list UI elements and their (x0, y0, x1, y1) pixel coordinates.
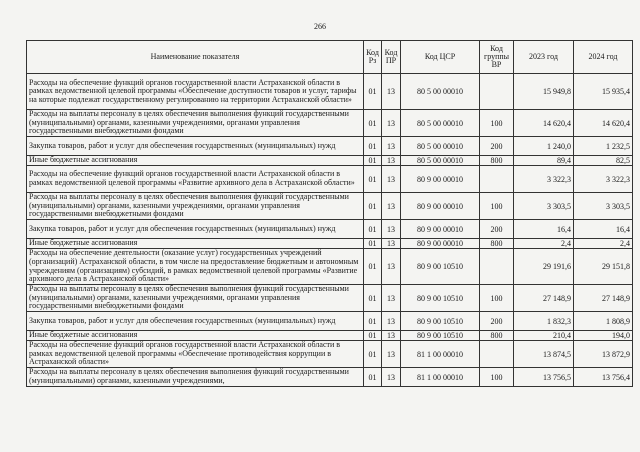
row-csr: 80 9 00 10510 (401, 249, 480, 285)
row-value-2023: 29 191,6 (514, 249, 574, 285)
row-value-2024: 16,4 (574, 220, 633, 239)
row-name: Расходы на выплаты персоналу в целях обеспечения выполнения функций государственными (муниципальными) органами, казенными учреждениями, органами управления государственными внебюджетными фондами (27, 110, 364, 137)
row-csr: 80 9 00 00010 (401, 220, 480, 239)
table-row (27, 341, 633, 368)
row-csr: 80 9 00 00010 (401, 193, 480, 220)
header-2023: 2023 год (514, 41, 574, 74)
row-value-2023: 13 874,5 (514, 341, 574, 368)
row-value-2024: 3 322,3 (574, 166, 633, 193)
row-value-2024: 194,0 (574, 331, 633, 341)
row-name: Иные бюджетные ассигнования (27, 239, 364, 249)
row-value-2024: 27 148,9 (574, 285, 633, 312)
row-vr: 800 (480, 156, 514, 166)
row-value-2024: 82,5 (574, 156, 633, 166)
row-value-2023: 1 832,3 (514, 312, 574, 331)
table-header-row (27, 41, 633, 74)
row-value-2024: 3 303,5 (574, 193, 633, 220)
row-vr: 100 (480, 285, 514, 312)
row-value-2024: 13 756,4 (574, 368, 633, 387)
row-vr: 100 (480, 368, 514, 387)
row-rz: 01 (364, 341, 382, 368)
row-name: Расходы на выплаты персоналу в целях обеспечения выполнения функций государственными (муниципальными) органами, казенными учреждениями, (27, 368, 364, 387)
row-csr: 80 9 00 10510 (401, 312, 480, 331)
row-rz: 01 (364, 193, 382, 220)
row-value-2024: 29 151,8 (574, 249, 633, 285)
row-csr: 80 5 00 00010 (401, 156, 480, 166)
row-value-2024: 1 808,9 (574, 312, 633, 331)
row-name: Расходы на обеспечение функций органов государственной власти Астраханской области в рамках ведомственной целевой программы «Обеспечение доступности товаров и услуг, тарифы на которые подлежат государственному регулированию на территории Астраханской области» (27, 74, 364, 110)
row-vr: 800 (480, 239, 514, 249)
row-value-2023: 2,4 (514, 239, 574, 249)
row-csr: 80 5 00 00010 (401, 110, 480, 137)
table-row (27, 239, 633, 249)
row-pr: 13 (382, 312, 401, 331)
table-row (27, 312, 633, 331)
row-pr: 13 (382, 110, 401, 137)
row-pr: 13 (382, 249, 401, 285)
table-row (27, 285, 633, 312)
row-csr: 80 9 00 00010 (401, 166, 480, 193)
table-row (27, 74, 633, 110)
table-row (27, 166, 633, 193)
table-row (27, 249, 633, 285)
row-name: Расходы на выплаты персоналу в целях обеспечения выполнения функций государственными (муниципальными) органами, казенными учреждениями, органами управления государственными внебюджетными фондами (27, 193, 364, 220)
row-vr: 200 (480, 220, 514, 239)
table-row (27, 137, 633, 156)
table-row (27, 220, 633, 239)
row-value-2023: 3 322,3 (514, 166, 574, 193)
row-rz: 01 (364, 156, 382, 166)
row-csr: 80 9 00 00010 (401, 239, 480, 249)
row-value-2024: 14 620,4 (574, 110, 633, 137)
row-csr: 80 5 00 00010 (401, 74, 480, 110)
table-row (27, 156, 633, 166)
row-rz: 01 (364, 312, 382, 331)
row-value-2023: 1 240,0 (514, 137, 574, 156)
row-value-2023: 16,4 (514, 220, 574, 239)
row-rz: 01 (364, 110, 382, 137)
row-csr: 80 9 00 10510 (401, 285, 480, 312)
row-name: Закупка товаров, работ и услуг для обеспечения государственных (муниципальных) нужд (27, 220, 364, 239)
row-pr: 13 (382, 137, 401, 156)
row-name: Иные бюджетные ассигнования (27, 331, 364, 341)
row-pr: 13 (382, 285, 401, 312)
row-value-2023: 210,4 (514, 331, 574, 341)
row-vr: 100 (480, 193, 514, 220)
row-csr: 80 5 00 00010 (401, 137, 480, 156)
budget-table (26, 40, 633, 387)
row-vr: 800 (480, 331, 514, 341)
table-body (27, 74, 633, 387)
header-pr: Код ПР (382, 41, 401, 74)
row-csr: 81 1 00 00010 (401, 368, 480, 387)
row-pr: 13 (382, 341, 401, 368)
row-csr: 81 1 00 00010 (401, 341, 480, 368)
row-rz: 01 (364, 166, 382, 193)
row-pr: 13 (382, 368, 401, 387)
row-vr (480, 166, 514, 193)
row-value-2024: 13 872,9 (574, 341, 633, 368)
row-pr: 13 (382, 74, 401, 110)
header-rz: Код Рз (364, 41, 382, 74)
row-pr: 13 (382, 156, 401, 166)
row-vr: 200 (480, 137, 514, 156)
row-value-2023: 89,4 (514, 156, 574, 166)
row-rz: 01 (364, 220, 382, 239)
row-rz: 01 (364, 137, 382, 156)
row-name: Расходы на обеспечение функций органов государственной власти Астраханской области в рамках ведомственной целевой программы «Развитие архивного дела в Астраханской области» (27, 166, 364, 193)
row-vr (480, 74, 514, 110)
row-value-2024: 2,4 (574, 239, 633, 249)
row-rz: 01 (364, 74, 382, 110)
header-vr: Код группы ВР (480, 41, 514, 74)
row-rz: 01 (364, 285, 382, 312)
row-rz: 01 (364, 239, 382, 249)
row-value-2023: 3 303,5 (514, 193, 574, 220)
row-vr: 100 (480, 110, 514, 137)
row-value-2024: 15 935,4 (574, 74, 633, 110)
row-value-2023: 14 620,4 (514, 110, 574, 137)
table-row (27, 110, 633, 137)
row-pr: 13 (382, 166, 401, 193)
row-name: Иные бюджетные ассигнования (27, 156, 364, 166)
header-name: Наименование показателя (27, 41, 364, 74)
row-name: Закупка товаров, работ и услуг для обеспечения государственных (муниципальных) нужд (27, 312, 364, 331)
row-value-2023: 27 148,9 (514, 285, 574, 312)
row-name: Расходы на обеспечение деятельности (оказание услуг) государственных учреждений (организаций) Астраханской области, в том числе на предоставление бюджетным и автономным учреждениям (организациям) субсидий, в рамках ведомственной целевой программы «Развитие архивного дела в Астраханской области» (27, 249, 364, 285)
header-2024: 2024 год (574, 41, 633, 74)
row-rz: 01 (364, 249, 382, 285)
row-value-2023: 15 949,8 (514, 74, 574, 110)
row-name: Расходы на обеспечение функций органов государственной власти Астраханской области в рамках ведомственной целевой программы «Обеспечение противодействия коррупции в Астраханской области» (27, 341, 364, 368)
row-pr: 13 (382, 220, 401, 239)
row-value-2023: 13 756,5 (514, 368, 574, 387)
row-vr: 200 (480, 312, 514, 331)
table-row (27, 193, 633, 220)
row-vr (480, 249, 514, 285)
row-pr: 13 (382, 331, 401, 341)
page-number: 266 (314, 22, 326, 31)
row-csr: 80 9 00 10510 (401, 331, 480, 341)
row-rz: 01 (364, 331, 382, 341)
row-pr: 13 (382, 239, 401, 249)
table-row (27, 368, 633, 387)
header-csr: Код ЦСР (401, 41, 480, 74)
row-pr: 13 (382, 193, 401, 220)
row-name: Закупка товаров, работ и услуг для обеспечения государственных (муниципальных) нужд (27, 137, 364, 156)
row-name: Расходы на выплаты персоналу в целях обеспечения выполнения функций государственными (муниципальными) органами, казенными учреждениями, органами управления государственными внебюджетными фондами (27, 285, 364, 312)
table-row (27, 331, 633, 341)
row-vr (480, 341, 514, 368)
row-value-2024: 1 232,5 (574, 137, 633, 156)
row-rz: 01 (364, 368, 382, 387)
